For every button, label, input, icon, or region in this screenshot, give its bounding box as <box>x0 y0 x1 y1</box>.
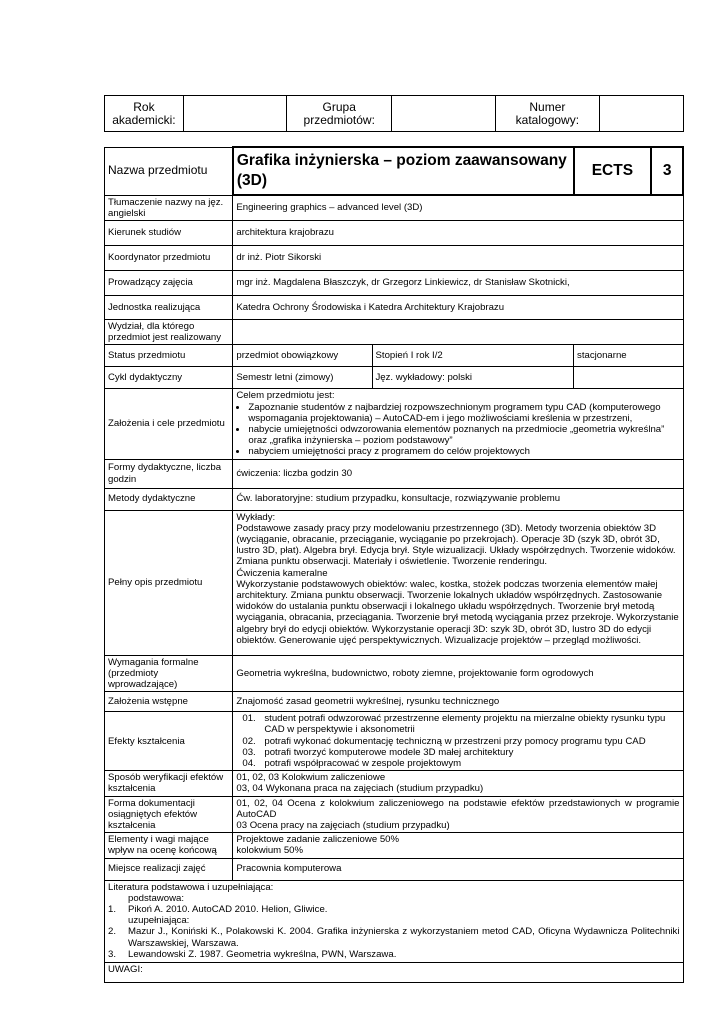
wymagania-label: Wymagania formalne (przedmioty wprowadzające) <box>105 655 233 692</box>
opis-line: Wykłady: <box>236 511 276 523</box>
numer-label: Numer katalogowy: <box>495 96 599 132</box>
koordynator-label: Koordynator przedmiotu <box>105 245 233 270</box>
list-item <box>108 926 680 948</box>
dokumentacja-line: 01, 02, 04 Ocena z kolokwium zaliczeniowego na podstawie efektów przedstawionych w programie AutoCAD <box>236 797 680 820</box>
rok-value <box>183 96 287 132</box>
efekty-label: Efekty kształcenia <box>105 712 233 771</box>
uwagi-label: UWAGI: <box>105 962 684 982</box>
list-item: • Zapoznanie studentów z najbardziej rozpowszechnionym programem typu CAD (komputerowego wspomagania projektowania) – AutoCAD-em i jego możliwościami kreślenia w przestrzeni, <box>248 402 679 424</box>
kierunek-label: Kierunek studiów <box>105 220 233 245</box>
opis-line: Podstawowe zasady pracy przy modelowaniu przestrzennego (3D). Metody tworzenia obiektów 3D (wyciąganie, obracanie, przeciąganie, wyciąganie po przekrojach). Operacje 3D (szyk 3D, obrót 3D, lustro 3D, płat). Algebra brył. Edycja brył. Style wizualizacji. Układy współrzędnych. Tworzenie widoków. Zmiana punktu obserwacji. Materiały i oświetlenie. Tworzenie renderingu. <box>236 522 676 568</box>
list-item: • nabycie umiejętności odwzorowania elementów poznanych na przedmiocie „geometria wykreślna” oraz „grafika inżynierska – poziom podstawowy” <box>248 424 679 446</box>
metody-value: Ćw. laboratoryjne: studium przypadku, konsultacje, rozwiązywanie problemu <box>233 488 683 510</box>
dokumentacja-label: Forma dokumentacji osiągniętych efektów kształcenia <box>105 796 233 833</box>
effect-number: 01. <box>242 713 256 725</box>
literatura-podstawowa: podstawowa: <box>128 892 184 904</box>
course-name-label: Nazwa przedmiotu <box>105 147 233 195</box>
effect-text: student potrafi odwzorować przestrzenne elementy projektu na mierzalne obiekty rysunku typu CAD w perspektywie i aksonometrii <box>264 713 666 736</box>
effect-number: 04. <box>242 757 256 769</box>
translation-value: Engineering graphics – advanced level (3D) <box>233 195 683 220</box>
effect-number: 03. <box>242 746 256 758</box>
prowadzacy-label: Prowadzący zajęcia <box>105 270 233 295</box>
cykl-value: Semestr letni (zimowy) <box>233 367 372 389</box>
jednostka-label: Jednostka realizująca <box>105 295 233 319</box>
formy-value: ćwiczenia: liczba godzin 30 <box>233 459 683 488</box>
course-name-value: Grafika inżynierska – poziom zaawansowany (3D) <box>233 147 574 195</box>
elementy-line: Projektowe zadanie zaliczeniowe 50% <box>236 834 400 846</box>
numer-value <box>600 96 684 132</box>
kierunek-value: architektura krajobrazu <box>233 220 683 245</box>
opis-line: Ćwiczenia kameralne <box>236 567 328 579</box>
list-item: • nabyciem umiejętności pracy z programem do celów projektowych <box>248 446 679 457</box>
weryfikacja-line: 03, 04 Wykonana praca na zajęciach (studium przypadku) <box>236 783 484 795</box>
miejsce-label: Miejsce realizacji zajęć <box>105 858 233 880</box>
opis-label: Pełny opis przedmiotu <box>105 510 233 655</box>
effect-text: potrafi współpracować w zespole projektowym <box>264 757 462 769</box>
literatura-text: Pikoń A. 2010. AutoCAD 2010. Helion, Gliwice. <box>128 903 328 915</box>
literatura-number: 3. <box>108 948 117 960</box>
stopien-value: Stopień I rok I/2 <box>372 345 574 367</box>
list-item <box>236 747 679 758</box>
syllabus-table <box>104 146 684 983</box>
zal-wstepne-value: Znajomość zasad geometrii wykreślnej, rysunku technicznego <box>233 692 683 712</box>
zalozenia-intro: Celem przedmiotu jest: <box>236 390 335 402</box>
jednostka-value: Katedra Ochrony Środowiska i Katedra Architektury Krajobrazu <box>233 295 683 319</box>
elementy-label: Elementy i wagi mające wpływ na ocenę końcową <box>105 833 233 858</box>
elementy-value <box>233 833 683 858</box>
wydzial-value <box>233 319 683 344</box>
ects-value: 3 <box>651 147 683 195</box>
metody-label: Metody dydaktyczne <box>105 488 233 510</box>
jezyk-value: Jęz. wykładowy: polski <box>372 367 574 389</box>
status-value: przedmiot obowiązkowy <box>233 345 372 367</box>
status-label: Status przedmiotu <box>105 345 233 367</box>
literatura-text: Lewandowski Z. 1987. Geometria wykreślna, PWN, Warszawa. <box>128 948 397 960</box>
weryfikacja-value <box>233 771 683 796</box>
zalozenia-value <box>233 389 683 459</box>
literatura-number: 1. <box>108 903 117 915</box>
literatura-text: Mazur J., Koniński K., Polakowski K. 2004. Grafika inżynierska z wykorzystaniem metod CAD, Oficyna Wydawnicza Politechniki Warszawskiej, Warszawa. <box>128 926 680 949</box>
wymagania-value: Geometria wykreślna, budownictwo, roboty ziemne, projektowanie form ogrodowych <box>233 655 683 692</box>
zal-wstepne-label: Założenia wstępne <box>105 692 233 712</box>
formy-label: Formy dydaktyczne, liczba godzin <box>105 459 233 488</box>
list-item <box>236 713 679 735</box>
miejsce-value: Pracownia komputerowa <box>233 858 683 880</box>
literatura-cell <box>105 880 684 962</box>
header-table <box>104 95 684 132</box>
zalozenia-label: Założenia i cele przedmiotu <box>105 389 233 459</box>
list-item <box>236 736 679 747</box>
zalozenia-list <box>236 402 679 458</box>
dokumentacja-line: 03 Ocena pracy na zajęciach (studium przypadku) <box>236 819 450 831</box>
cykl-label: Cykl dydaktyczny <box>105 367 233 389</box>
empty-cell <box>574 367 683 389</box>
effect-text: potrafi tworzyć komputerowe modele 3D małej architektury <box>264 746 514 758</box>
tryb-value: stacjonarne <box>574 345 683 367</box>
list-item <box>236 758 679 769</box>
literatura-number: 2. <box>108 926 117 938</box>
dokumentacja-value <box>233 796 683 833</box>
literatura-heading: Literatura podstawowa i uzupełniająca: <box>108 881 274 893</box>
efekty-value <box>233 712 683 771</box>
ects-label: ECTS <box>574 147 652 195</box>
literatura-uzupelniajaca: uzupełniająca: <box>128 915 190 927</box>
translation-label: Tłumaczenie nazwy na jęz. angielski <box>105 195 233 220</box>
effect-number: 02. <box>242 735 256 747</box>
weryfikacja-label: Sposób weryfikacji efektów kształcenia <box>105 771 233 796</box>
wydzial-label: Wydział, dla którego przedmiot jest realizowany <box>105 319 233 344</box>
grupa-value <box>392 96 496 132</box>
rok-label: Rok akademicki: <box>105 96 184 132</box>
prowadzacy-value: mgr inż. Magdalena Błaszczyk, dr Grzegorz Linkiewicz, dr Stanisław Skotnicki, <box>233 270 683 295</box>
effect-text: potrafi wykonać dokumentację techniczną w przestrzeni przy pomocy programu typu CAD <box>264 735 646 747</box>
weryfikacja-line: 01, 02, 03 Kolokwium zaliczeniowe <box>236 772 386 784</box>
list-item <box>108 949 680 960</box>
koordynator-value: dr inż. Piotr Sikorski <box>233 245 683 270</box>
opis-value <box>233 510 683 655</box>
grupa-label: Grupa przedmiotów: <box>287 96 392 132</box>
list-item <box>108 904 680 915</box>
opis-line: Wykorzystanie podstawowych obiektów: walec, kostka, stożek podczas tworzenia elementów małej architektury. Zmiana punktu obserwacji. Tworzenie lokalnych układów współrzędnych. Zastosowanie widoków do ustalania punktu obserwacji i lokalnego układu współrzędnych. Tworzenie brył metodą wyciągania, obracania, przeciągania. Tworzenie brył metodą wyciągania przez przekroje. Wykorzystanie algebry brył do edycji obiektów. Wykorzystanie operacji 3D: szyk 3D, obrót 3D, lustro 3D do edycji obiektów. Generowanie ujęć perspektywicznych. Wizualizacje projektów – przegląd możliwości. <box>236 578 679 646</box>
elementy-line: kolokwium 50% <box>236 845 304 857</box>
